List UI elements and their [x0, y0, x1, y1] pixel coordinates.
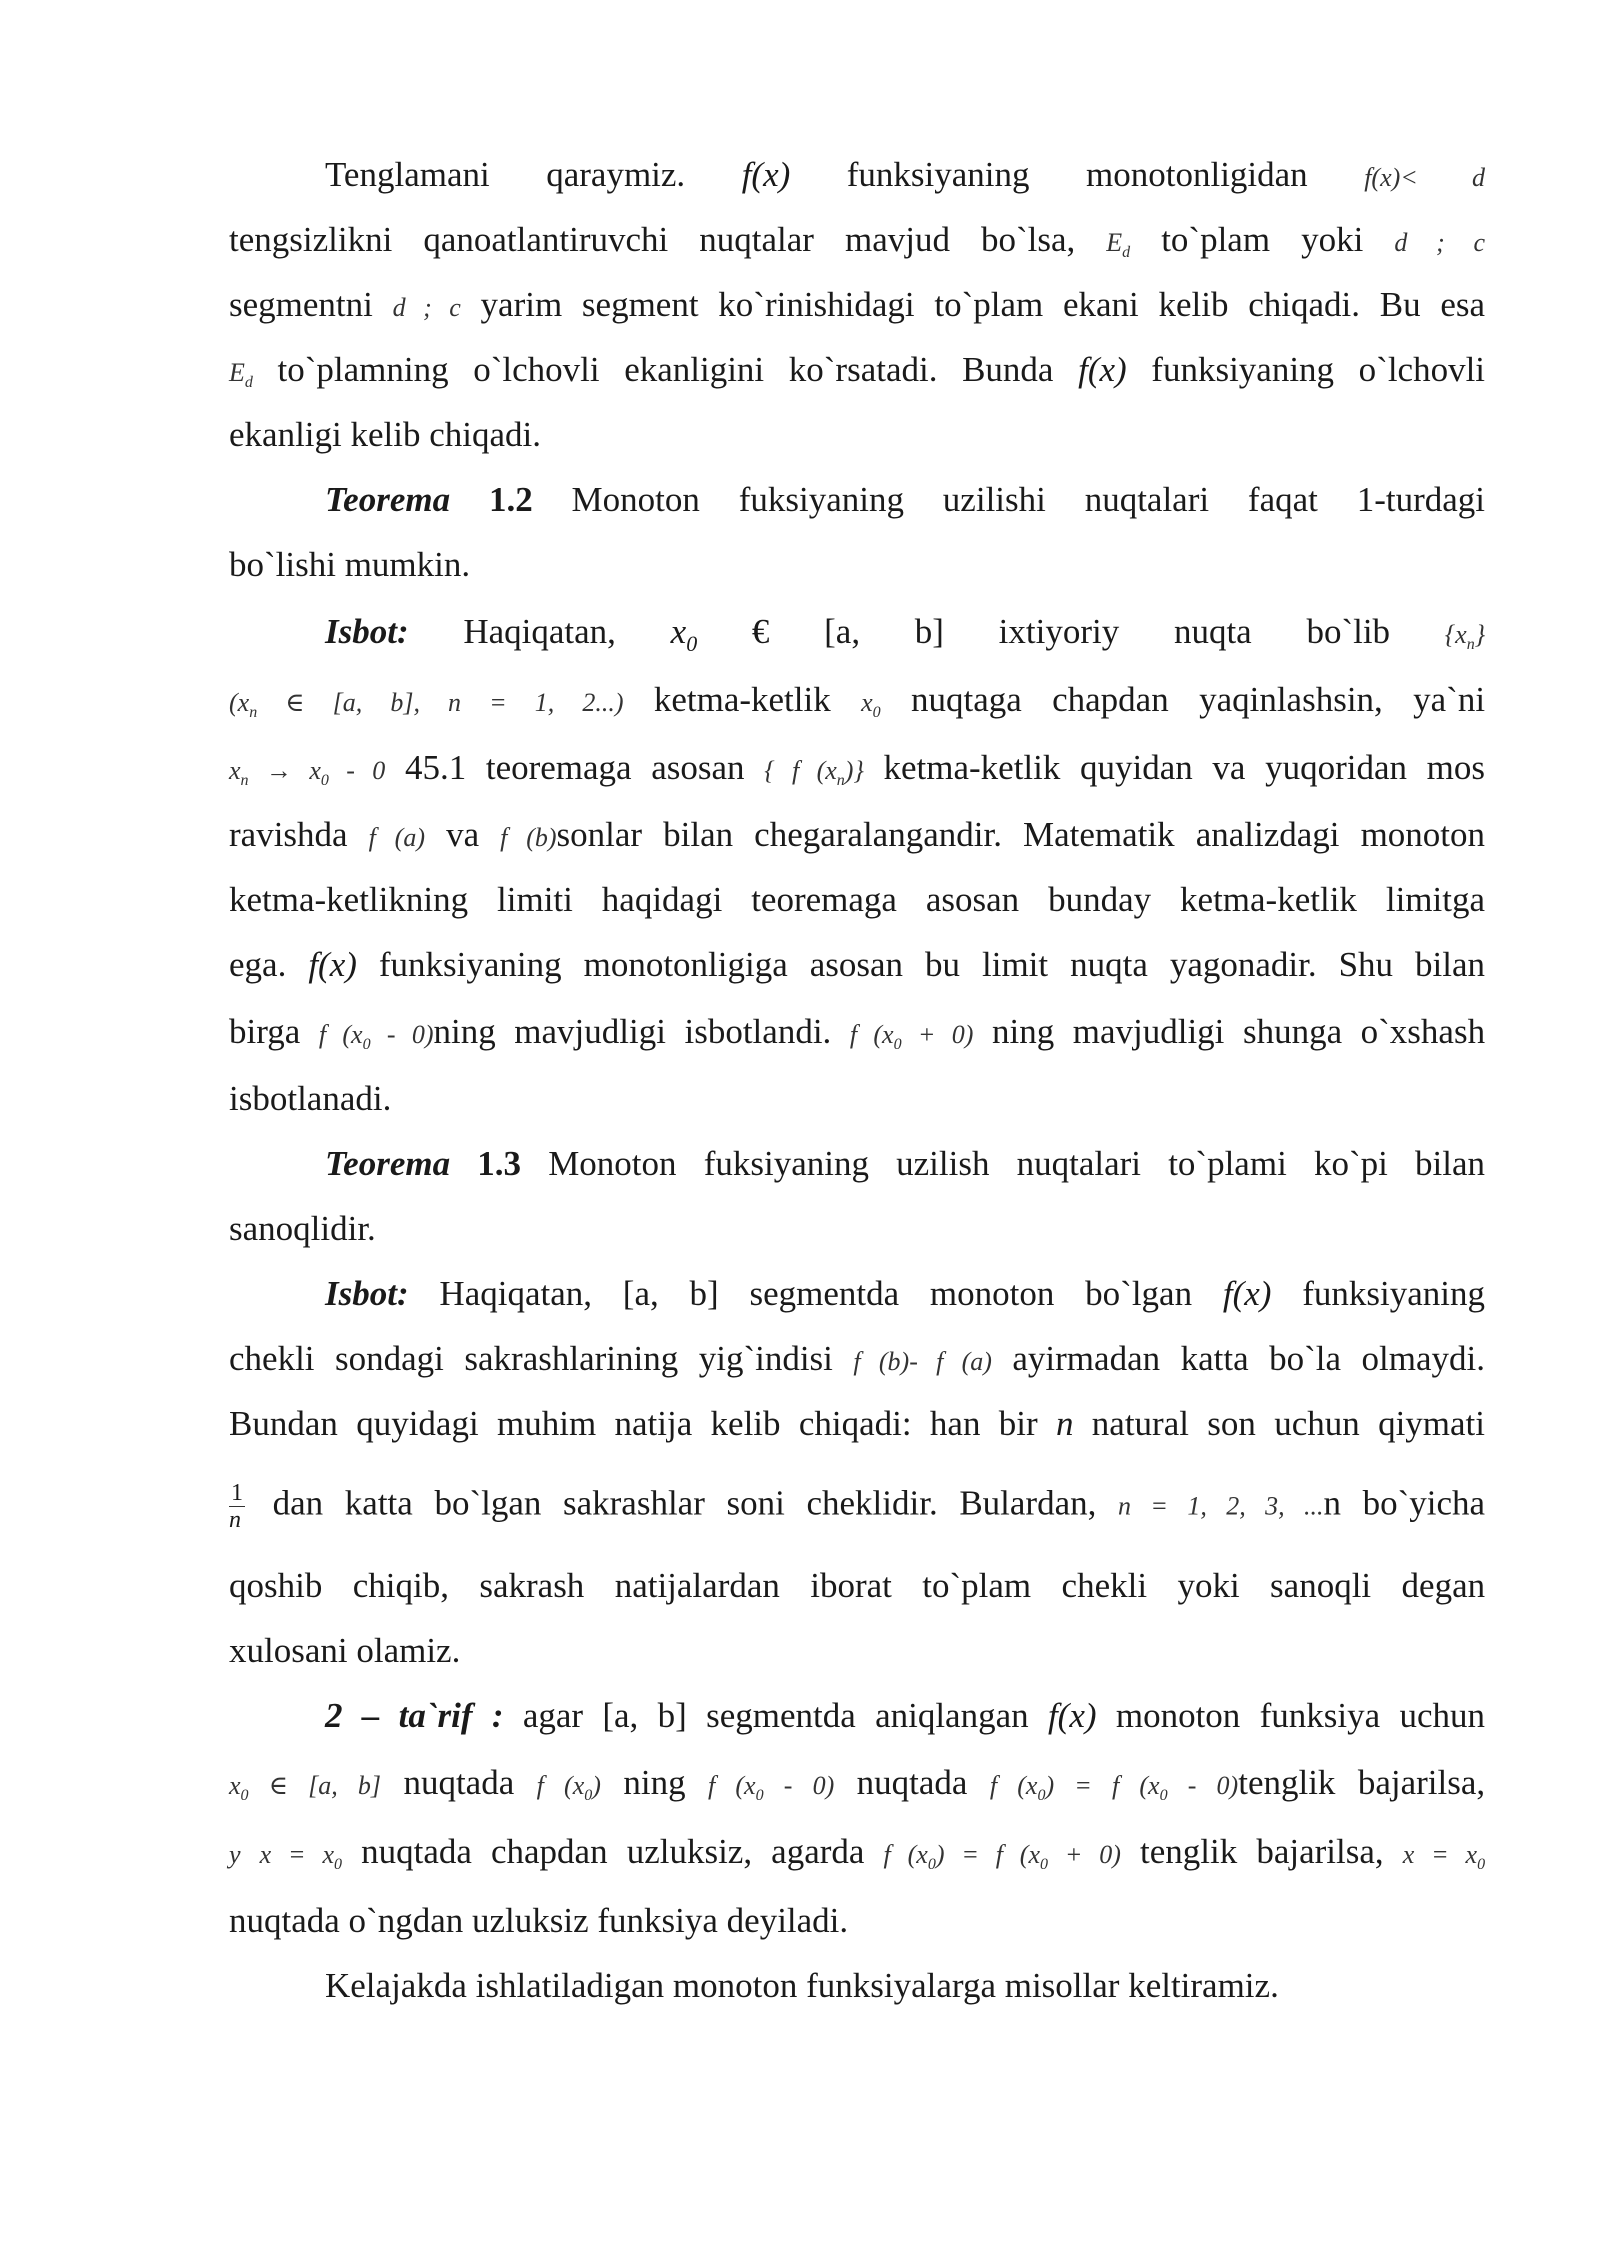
- text: nuqtada: [856, 1763, 968, 1802]
- formula: n = 1, 2, 3, ...: [1118, 1491, 1324, 1521]
- text: ega.: [229, 945, 287, 984]
- formula-fx: f(x): [1222, 1274, 1272, 1313]
- theorem-label: Teorema: [325, 480, 451, 519]
- text: birga: [229, 1012, 301, 1051]
- formula-x0: [861, 688, 881, 722]
- symbol: ) = f (x: [1045, 1771, 1160, 1800]
- paragraph-line: [229, 812, 1485, 861]
- text: [a,: [824, 612, 861, 651]
- symbol: f (x: [883, 1840, 928, 1869]
- formula: d ; c: [392, 293, 461, 322]
- formula: [229, 688, 624, 722]
- symbol: ): [592, 1771, 601, 1800]
- text: ekanligi kelib chiqadi.: [229, 415, 541, 454]
- symbol: - 0: [328, 756, 386, 785]
- text: b]: [914, 612, 944, 651]
- paragraph-line: [229, 1628, 1485, 1674]
- subscript: n: [836, 772, 845, 790]
- symbol: )}: [844, 756, 864, 785]
- paragraph-line: [229, 1829, 1485, 1888]
- text: funksiyaning: [1302, 1274, 1486, 1313]
- symbol: x: [670, 612, 687, 651]
- symbol: - 0): [763, 1771, 835, 1800]
- text: va: [446, 815, 480, 854]
- formula: [764, 756, 864, 790]
- subscript: 0: [686, 631, 698, 656]
- paragraph-line: [325, 1693, 1485, 1739]
- subscript: 0: [333, 1856, 342, 1874]
- formula-x0: [670, 612, 698, 656]
- symbol: ∈ [a, b]: [248, 1771, 382, 1800]
- text: sonlar bilan chegaralangandir. Matematik analizdagi monoton: [556, 815, 1486, 854]
- symbol: f (x: [989, 1771, 1038, 1800]
- paragraph-line: [325, 1271, 1485, 1317]
- text: Haqiqatan,: [463, 612, 616, 651]
- symbol: f (x: [536, 1771, 585, 1800]
- symbol: ∈ [a, b], n = 1, 2...): [257, 688, 624, 717]
- symbol: → x: [248, 756, 321, 785]
- text: Bundan quyidagi muhim natija kelib chiqadi: han bir: [229, 1404, 1038, 1443]
- symbol: x = x: [259, 1840, 334, 1869]
- denominator: n: [229, 1507, 241, 1533]
- paragraph-line: [229, 942, 1485, 988]
- text: natijalardan: [614, 1566, 780, 1605]
- text: 45.1 teoremaga asosan: [404, 748, 745, 787]
- text: tenglik bajarilsa,: [1140, 1832, 1384, 1871]
- symbol: - 0): [370, 1020, 434, 1049]
- subscript: d: [1122, 244, 1131, 262]
- definition-label: 2 – ta`rif :: [325, 1696, 504, 1735]
- text: funksiyaning o`lchovli: [1151, 350, 1486, 389]
- text: yoki: [1301, 220, 1364, 259]
- text: xulosani olamiz.: [229, 1631, 461, 1670]
- subscript: 0: [893, 1036, 902, 1054]
- text: funksiyaning: [846, 155, 1030, 194]
- formula: [229, 756, 386, 790]
- text: qaraymiz.: [546, 155, 686, 194]
- text: Monoton fuksiyaning uzilishi nuqtalari faqat 1-turdagi: [571, 480, 1486, 519]
- formula: [883, 1840, 1121, 1874]
- formula: f (b)- f (a): [853, 1347, 992, 1376]
- text: ayirmadan katta bo`la olmaydi.: [1012, 1339, 1485, 1378]
- paragraph-line: [325, 477, 1485, 523]
- symbol: ) = f (x: [935, 1840, 1041, 1869]
- paragraph-line: [325, 609, 1485, 668]
- paragraph-line: [229, 1480, 1485, 1533]
- symbol: + 0): [901, 1020, 974, 1049]
- subscript: 0: [1477, 1856, 1486, 1874]
- text: nuqtada chapdan uzluksiz, agarda: [361, 1832, 865, 1871]
- text: ketma-ketlik: [653, 680, 831, 719]
- formula: [989, 1771, 1239, 1805]
- text: tengsizlikni: [229, 220, 393, 259]
- text: nuqtaga: [910, 680, 1022, 719]
- symbol: x: [229, 756, 241, 785]
- paragraph-line: [229, 745, 1485, 804]
- theorem-label: Teorema: [325, 1144, 451, 1183]
- paragraph-line: [229, 542, 1485, 588]
- text: Monoton fuksiyaning uzilish nuqtalari to`plami ko`pi bilan: [548, 1144, 1485, 1183]
- theorem-number: 1.3: [477, 1144, 522, 1183]
- paragraph-line: [229, 347, 1485, 406]
- formula-xn-set: [1444, 620, 1486, 654]
- formula: [259, 1840, 342, 1874]
- text: sanoqli: [1270, 1566, 1372, 1605]
- paragraph-line: [229, 1563, 1485, 1609]
- symbol: f (x: [708, 1771, 756, 1800]
- symbol: x: [861, 688, 873, 717]
- text: chapdan: [1052, 680, 1169, 719]
- subscript: 0: [1037, 1787, 1046, 1805]
- text: degan: [1401, 1566, 1486, 1605]
- paragraph-line: [229, 412, 1485, 458]
- symbol: f (x: [849, 1020, 894, 1049]
- subscript: n: [249, 704, 258, 722]
- formula: [849, 1020, 974, 1054]
- formula-fx: f(x): [308, 945, 357, 984]
- symbol: x = x: [1402, 1840, 1478, 1869]
- text: sakrash: [479, 1566, 585, 1605]
- text: ravishda: [229, 815, 348, 854]
- formula: [536, 1771, 601, 1805]
- formula: [1402, 1840, 1486, 1874]
- text: [a, b] segmentda monoton bo`lgan: [622, 1274, 1193, 1313]
- subscript: 0: [872, 704, 881, 722]
- text: yaqinlashsin,: [1199, 680, 1383, 719]
- text: to`plam: [922, 1566, 1032, 1605]
- text: yoki: [1177, 1566, 1240, 1605]
- symbol: E: [229, 358, 245, 387]
- subscript: d: [244, 374, 253, 392]
- paragraph-line: [229, 217, 1485, 276]
- text: nuqtalar: [699, 220, 814, 259]
- subscript: 0: [362, 1036, 371, 1054]
- text: ning: [623, 1763, 686, 1802]
- text: dan katta bo`lgan sakrashlar soni cheklidir. Bulardan,: [272, 1483, 1097, 1523]
- text: ning mavjudligi isbotlandi.: [433, 1012, 832, 1051]
- formula-Ed: [229, 358, 253, 392]
- text: n: [1323, 1483, 1341, 1523]
- symbol: (x: [229, 688, 250, 717]
- symbol: x: [229, 1771, 241, 1800]
- text: nuqtada o`ngdan uzluksiz funksiya deyiladi.: [229, 1901, 849, 1940]
- text: monotonligidan: [1086, 155, 1308, 194]
- text: €: [751, 612, 770, 651]
- paragraph-line: [325, 152, 1485, 201]
- text: qanoatlantiruvchi: [423, 220, 669, 259]
- text: Tenglamani: [325, 155, 490, 194]
- subscript: n: [240, 772, 249, 790]
- symbol: E: [1106, 228, 1123, 257]
- subscript: n: [1466, 636, 1475, 654]
- formula: [318, 1020, 434, 1054]
- text: ketma-ketlik quyidan va yuqoridan mos: [883, 748, 1485, 787]
- paragraph-line: [229, 1898, 1485, 1944]
- proof-label: Isbot:: [325, 1274, 409, 1313]
- formula: f(x)< d: [1364, 163, 1486, 192]
- formula-Ed: [1106, 228, 1131, 262]
- subscript: 0: [927, 1856, 936, 1874]
- formula: f (a): [368, 823, 425, 852]
- formula: [229, 1771, 382, 1805]
- formula: d ; c: [1394, 228, 1486, 257]
- paragraph-line: [229, 1760, 1485, 1819]
- text: iborat: [810, 1566, 892, 1605]
- formula: y: [229, 1840, 241, 1869]
- text: bo`lishi mumkin.: [229, 545, 471, 584]
- text: to`plamning o`lchovli ekanligini ko`rsatadi. Bunda: [277, 350, 1054, 389]
- text: mavjud: [844, 220, 950, 259]
- variable-n: n: [1055, 1404, 1074, 1443]
- text: Kelajakda ishlatiladigan monoton funksiyalarga misollar keltiramiz.: [325, 1966, 1279, 2005]
- symbol: f (x: [318, 1020, 363, 1049]
- formula-fx: f(x): [1047, 1696, 1097, 1735]
- fraction-1-over-n: [229, 1480, 245, 1533]
- text: ning mavjudligi shunga o`xshash: [991, 1012, 1486, 1051]
- text: yarim segment ko`rinishidagi to`plam ekani kelib chiqadi. Bu esa: [480, 285, 1486, 324]
- subscript: 0: [584, 1787, 593, 1805]
- text: ya`ni: [1413, 680, 1486, 719]
- formula: [708, 1771, 835, 1805]
- text: bo`yicha: [1362, 1483, 1486, 1523]
- subscript: 0: [240, 1787, 249, 1805]
- text: tenglik bajarilsa,: [1238, 1763, 1486, 1802]
- text: chiqib,: [352, 1566, 449, 1605]
- text: monoton funksiya uchun: [1115, 1696, 1486, 1735]
- text: nuqtada: [403, 1763, 515, 1802]
- text: segmentni: [229, 285, 373, 324]
- proof-label: Isbot:: [325, 612, 409, 651]
- text: bo`lib: [1306, 612, 1391, 651]
- symbol: {x: [1444, 620, 1467, 649]
- paragraph-line: [229, 677, 1485, 736]
- text: sanoqlidir.: [229, 1209, 376, 1248]
- theorem-number: 1.2: [488, 480, 533, 519]
- paragraph-line: [229, 1336, 1485, 1385]
- text: Haqiqatan,: [439, 1274, 592, 1313]
- subscript: 0: [1040, 1856, 1049, 1874]
- paragraph-line: [229, 282, 1485, 331]
- text: qoshib: [229, 1566, 323, 1605]
- symbol: { f (x: [764, 756, 837, 785]
- formula-fx: f(x): [741, 155, 791, 194]
- symbol: + 0): [1048, 1840, 1121, 1869]
- text: agar [a, b] segmentda aniqlangan: [522, 1696, 1029, 1735]
- paragraph-line: [229, 1009, 1485, 1068]
- formula-fx: f(x): [1078, 350, 1127, 389]
- text: chekli: [1061, 1566, 1148, 1605]
- paragraph-line: [325, 1963, 1485, 2009]
- paragraph-line: [229, 1401, 1485, 1447]
- subscript: 0: [320, 772, 329, 790]
- text: natural son uchun qiymati: [1091, 1404, 1486, 1443]
- text: chekli sondagi sakrashlarining yig`indisi: [229, 1339, 833, 1378]
- symbol: }: [1474, 620, 1486, 649]
- text: to`plam: [1161, 220, 1271, 259]
- numerator: 1: [231, 1480, 243, 1506]
- text: ixtiyoriy: [998, 612, 1120, 651]
- text: bo`lsa,: [980, 220, 1076, 259]
- text: nuqta: [1173, 612, 1252, 651]
- text: ketma-ketlikning limiti haqidagi teoremaga asosan bunday ketma-ketlik limitga: [229, 880, 1485, 919]
- symbol: - 0): [1167, 1771, 1239, 1800]
- paragraph-line: [229, 877, 1485, 923]
- formula: f (b): [500, 823, 557, 852]
- paragraph-line: [229, 1076, 1485, 1122]
- paragraph-line: [325, 1141, 1485, 1187]
- paragraph-line: [229, 1206, 1485, 1252]
- text: isbotlanadi.: [229, 1079, 392, 1118]
- subscript: 0: [1159, 1787, 1168, 1805]
- subscript: 0: [755, 1787, 764, 1805]
- text: funksiyaning monotonligiga asosan bu limit nuqta yagonadir. Shu bilan: [378, 945, 1486, 984]
